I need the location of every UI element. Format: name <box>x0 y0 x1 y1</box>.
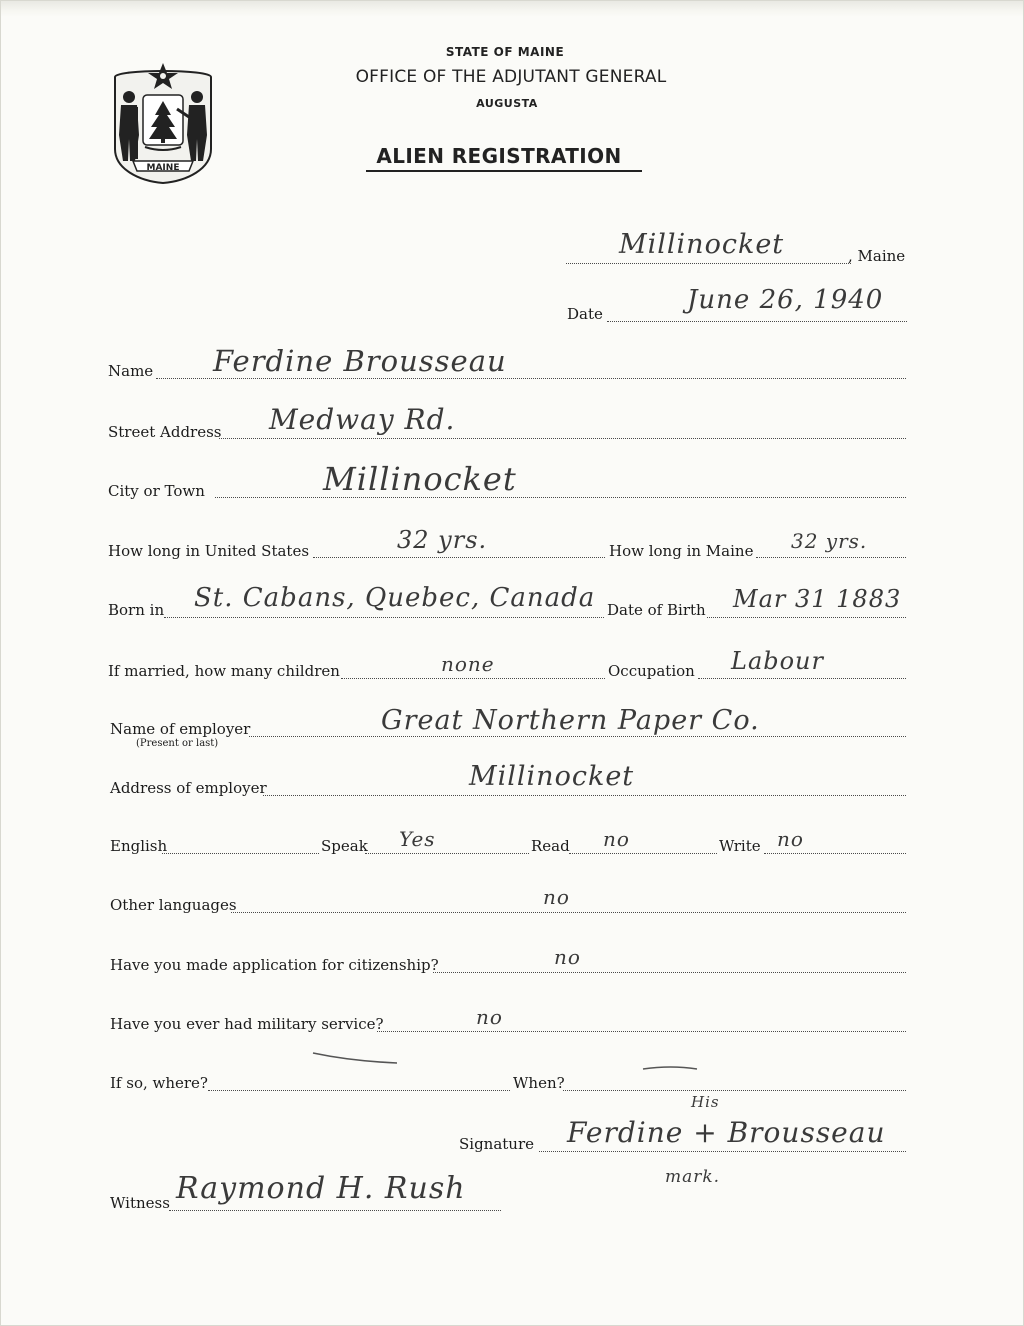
employer-value: Great Northern Paper Co. <box>381 705 760 736</box>
occupation-value: Labour <box>731 647 824 675</box>
english-label: English <box>110 837 168 855</box>
street-line <box>219 438 906 439</box>
street-label: Street Address <box>108 423 222 441</box>
employer-address-line <box>263 795 906 796</box>
employer-address-label: Address of employer <box>110 779 267 797</box>
dob-line <box>707 617 906 618</box>
name-value: Ferdine Brousseau <box>213 344 507 378</box>
pen-stroke <box>311 1047 401 1067</box>
date-value: June 26, 1940 <box>687 285 884 315</box>
where-line <box>208 1090 510 1091</box>
pen-stroke <box>641 1063 701 1077</box>
born-in-line <box>164 617 604 618</box>
write-label: Write <box>719 837 761 855</box>
read-value: no <box>603 827 630 851</box>
title-underline <box>366 170 642 172</box>
me-years-value: 32 yrs. <box>791 529 868 553</box>
employer-address-value: Millinocket <box>469 761 635 792</box>
seal-text: MAINE <box>146 163 180 173</box>
name-line <box>156 378 906 379</box>
place-value: Millinocket <box>619 229 785 260</box>
me-years-line <box>756 557 906 558</box>
employer-label: Name of employer <box>110 720 251 738</box>
occupation-line <box>698 678 906 679</box>
citizenship-line <box>433 972 906 973</box>
office-heading: OFFICE OF THE ADJUTANT GENERAL <box>355 67 667 87</box>
city-value: Millinocket <box>323 460 517 498</box>
place-suffix: , Maine <box>848 247 906 265</box>
children-line <box>341 678 605 679</box>
english-line <box>162 853 319 854</box>
born-in-value: St. Cabans, Quebec, Canada <box>194 583 596 613</box>
us-years-value: 32 yrs. <box>397 526 488 554</box>
write-line <box>764 853 906 854</box>
street-value: Medway Rd. <box>269 403 456 436</box>
employer-sublabel: (Present or last) <box>136 738 219 749</box>
signature-value: Ferdine + Brousseau <box>567 1116 886 1149</box>
dob-value: Mar 31 1883 <box>733 585 902 613</box>
state-heading: STATE OF MAINE <box>445 45 565 59</box>
form-title: ALIEN REGISTRATION <box>376 144 622 168</box>
other-languages-label: Other languages <box>110 896 237 914</box>
occupation-label: Occupation <box>608 662 695 680</box>
witness-value: Raymond H. Rush <box>176 1171 466 1206</box>
city-line <box>215 497 906 498</box>
place-line <box>566 263 851 264</box>
speak-label: Speak <box>321 837 368 855</box>
military-label: Have you ever had military service? <box>110 1015 384 1033</box>
signature-label: Signature <box>459 1135 535 1153</box>
military-value: no <box>476 1005 503 1029</box>
dob-label: Date of Birth <box>607 601 706 619</box>
read-line <box>569 853 717 854</box>
other-languages-value: no <box>543 885 570 909</box>
born-in-label: Born in <box>108 601 165 619</box>
signature-line <box>539 1151 906 1152</box>
write-value: no <box>777 827 804 851</box>
us-years-label: How long in United States <box>108 542 310 560</box>
scan-edge <box>1 1 1024 17</box>
name-label: Name <box>108 362 154 380</box>
witness-label: Witness <box>110 1194 170 1212</box>
us-years-line <box>313 557 605 558</box>
signature-mark: mark. <box>665 1167 721 1187</box>
signature-his: His <box>691 1093 720 1111</box>
military-line <box>377 1031 906 1032</box>
other-languages-line <box>231 912 906 913</box>
read-label: Read <box>531 837 570 855</box>
employer-line <box>249 736 906 737</box>
date-line <box>607 321 907 322</box>
me-years-label: How long in Maine <box>609 542 754 560</box>
citizenship-value: no <box>554 945 581 969</box>
speak-value: Yes <box>399 827 436 851</box>
speak-line <box>365 853 529 854</box>
citizenship-label: Have you made application for citizenship? <box>110 956 439 974</box>
children-label: If married, how many children <box>108 662 340 680</box>
when-line <box>563 1090 906 1091</box>
city-label: City or Town <box>108 482 205 500</box>
children-value: none <box>441 652 495 676</box>
where-label: If so, where? <box>110 1074 208 1092</box>
when-label: When? <box>513 1074 565 1092</box>
witness-line <box>169 1210 501 1211</box>
date-label: Date <box>567 305 603 323</box>
city-heading: AUGUSTA <box>476 97 538 110</box>
